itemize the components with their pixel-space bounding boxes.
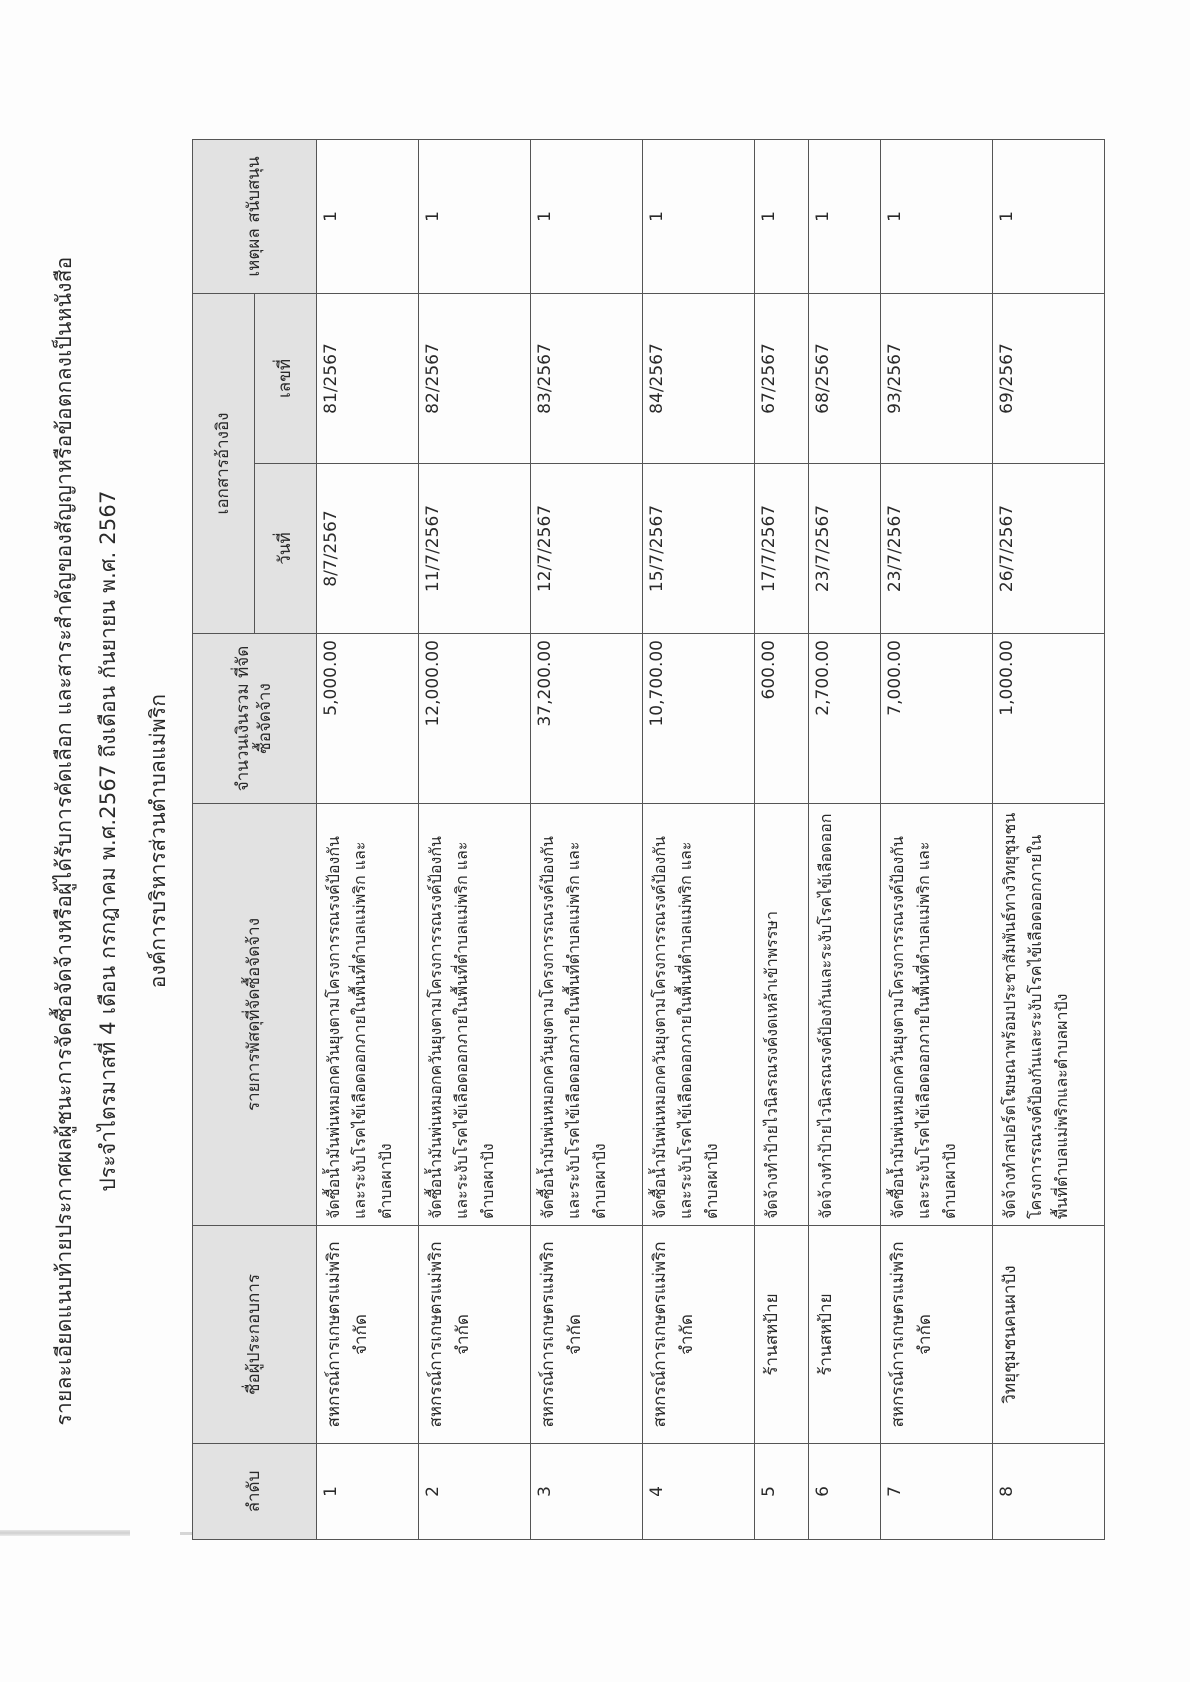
- row-no: 8: [993, 1444, 1105, 1540]
- row-items: จัดจ้างทำสปอร์ตโฆษณาพร้อมประชาสัมพันธ์ทางวิทยุชุมชนโครงการรณรงค์ป้องกันและระงับโรคไข้เลือดออกภายในพื้นที่ตำบลแม่พริกและตำบลผาปัง: [993, 804, 1105, 1226]
- table-row: [755, 140, 809, 1540]
- row-date: 15/7/2567: [643, 464, 755, 634]
- table-row: [317, 140, 419, 1540]
- row-amount: 5,000.00: [317, 634, 419, 804]
- row-items: จัดซื้อน้ำมันพ่นหมอกควันยุงตามโครงการรณรงค์ป้องกันและระงับโรคไข้เลือดออกภายในพื้นที่ตำบลแม่พริก และตำบลผาปัง: [881, 804, 993, 1226]
- row-amount: 1,000.00: [993, 634, 1105, 804]
- row-no: 3: [531, 1444, 643, 1540]
- row-reason: 1: [881, 140, 993, 294]
- row-date: 11/7/2567: [419, 464, 531, 634]
- row-vendor: ร้านสหป้าย: [809, 1226, 881, 1444]
- row-amount: 37,200.00: [531, 634, 643, 804]
- row-number: 82/2567: [419, 294, 531, 464]
- table-row: [531, 140, 643, 1540]
- row-no: 6: [809, 1444, 881, 1540]
- header-date: วันที่: [255, 464, 317, 634]
- row-reason: 1: [993, 140, 1105, 294]
- row-items: จัดซื้อน้ำมันพ่นหมอกควันยุงตามโครงการรณรงค์ป้องกันและระงับโรคไข้เลือดออกภายในพื้นที่ตำบลแม่พริก และตำบลผาปัง: [419, 804, 531, 1226]
- header-reason: เหตุผล สนับสนุน: [193, 140, 317, 294]
- header-vendor: ชื่อผู้ประกอบการ: [193, 1226, 317, 1444]
- row-items: จัดซื้อน้ำมันพ่นหมอกควันยุงตามโครงการรณรงค์ป้องกันและระงับโรคไข้เลือดออกภายในพื้นที่ตำบลแม่พริก และตำบลผาปัง: [643, 804, 755, 1226]
- row-number: 93/2567: [881, 294, 993, 464]
- row-date: 23/7/2567: [881, 464, 993, 634]
- row-reason: 1: [643, 140, 755, 294]
- row-no: 1: [317, 1444, 419, 1540]
- row-number: 69/2567: [993, 294, 1105, 464]
- table-row: [419, 140, 531, 1540]
- row-number: 81/2567: [317, 294, 419, 464]
- row-date: 8/7/2567: [317, 464, 419, 634]
- row-number: 68/2567: [809, 294, 881, 464]
- row-vendor: ร้านสหป้าย: [755, 1226, 809, 1444]
- row-items: จัดซื้อน้ำมันพ่นหมอกควันยุงตามโครงการรณรงค์ป้องกันและระงับโรคไข้เลือดออกภายในพื้นที่ตำบลแม่พริก และตำบลผาปัง: [531, 804, 643, 1226]
- document-period: ประจำไตรมาสที่ 4 เดือน กรกฎาคม พ.ศ.2567 ถึงเดือน กันยายน พ.ศ. 2567: [96, 490, 120, 1192]
- header-ref: เอกสารอ้างอิง: [193, 294, 255, 634]
- row-vendor: สหกรณ์การเกษตรแม่พริก จำกัด: [881, 1226, 993, 1444]
- header-no: ลำดับ: [193, 1444, 317, 1540]
- row-amount: 10,700.00: [643, 634, 755, 804]
- row-vendor: สหกรณ์การเกษตรแม่พริก จำกัด: [643, 1226, 755, 1444]
- row-number: 84/2567: [643, 294, 755, 464]
- row-items: จัดจ้างทำป้ายไวนิลรณรงค์งดเหล้าเข้าพรรษา: [755, 804, 809, 1226]
- row-no: 7: [881, 1444, 993, 1540]
- row-vendor: สหกรณ์การเกษตรแม่พริก จำกัด: [531, 1226, 643, 1444]
- row-date: 26/7/2567: [993, 464, 1105, 634]
- row-date: 17/7/2567: [755, 464, 809, 634]
- row-items: จัดซื้อน้ำมันพ่นหมอกควันยุงตามโครงการรณรงค์ป้องกันและระงับโรคไข้เลือดออกภายในพื้นที่ตำบลแม่พริก และตำบลผาปัง: [317, 804, 419, 1226]
- row-items: จัดจ้างทำป้ายไวนิลรณรงค์ป้องกันและระงับโรคไข้เลือดออก: [809, 804, 881, 1226]
- header-items: รายการพัสดุที่จัดซื้อจัดจ้าง: [193, 804, 317, 1226]
- table-row: [809, 140, 881, 1540]
- row-date: 12/7/2567: [531, 464, 643, 634]
- row-reason: 1: [809, 140, 881, 294]
- row-amount: 600.00: [755, 634, 809, 804]
- row-vendor: วิทยุชุมชนคนผาปัง: [993, 1226, 1105, 1444]
- row-vendor: สหกรณ์การเกษตรแม่พริก จำกัด: [419, 1226, 531, 1444]
- row-reason: 1: [317, 140, 419, 294]
- document-title: รายละเอียดแนบท้ายประกาศผลผู้ชนะการจัดซื้อจัดจ้างหรือผู้ได้รับการคัดเลือก และสาระสำคัญของสัญญาหรือข้อตกลงเป็นหนังสือ: [52, 256, 76, 1426]
- row-number: 83/2567: [531, 294, 643, 464]
- row-reason: 1: [755, 140, 809, 294]
- table-row: [881, 140, 993, 1540]
- row-amount: 7,000.00: [881, 634, 993, 804]
- row-reason: 1: [531, 140, 643, 294]
- header-number: เลขที่: [255, 294, 317, 464]
- row-reason: 1: [419, 140, 531, 294]
- row-vendor: สหกรณ์การเกษตรแม่พริก จำกัด: [317, 1226, 419, 1444]
- row-no: 2: [419, 1444, 531, 1540]
- table-row: [643, 140, 755, 1540]
- row-date: 23/7/2567: [809, 464, 881, 634]
- header-amount: จำนวนเงินรวม ที่จัดซื้อจัดจ้าง: [193, 634, 317, 804]
- table-row: [993, 140, 1105, 1540]
- row-no: 5: [755, 1444, 809, 1540]
- organization-name: องค์การบริหารส่วนตำบลแม่พริก: [146, 693, 170, 989]
- row-amount: 2,700.00: [809, 634, 881, 804]
- row-number: 67/2567: [755, 294, 809, 464]
- procurement-table: [192, 139, 1105, 1540]
- row-amount: 12,000.00: [419, 634, 531, 804]
- row-no: 4: [643, 1444, 755, 1540]
